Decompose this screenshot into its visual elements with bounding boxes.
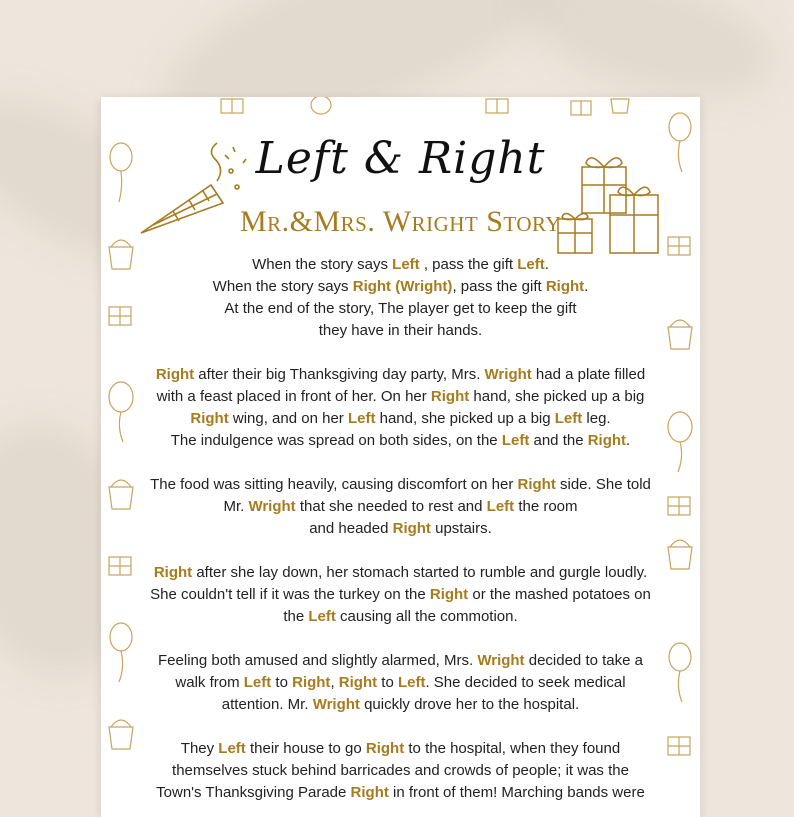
story-line <box>141 606 660 628</box>
story-text-segment: to <box>271 674 293 691</box>
story-text-segment: or the mashed potatoes on <box>468 586 651 603</box>
story-text-segment: Mr. <box>223 498 249 515</box>
story-line <box>141 518 660 540</box>
keyword-highlight: Right <box>587 432 627 449</box>
story-text-segment: side. She told <box>555 476 651 493</box>
keyword-highlight: Left <box>392 256 420 273</box>
keyword-highlight: Right <box>429 586 469 603</box>
keyword-highlight: Left <box>218 740 246 757</box>
story-text-segment: decided to take a <box>524 652 643 669</box>
story-text-segment: , <box>330 674 339 691</box>
story-text-segment: When the story says <box>252 256 393 273</box>
keyword-highlight: Wright <box>312 696 360 713</box>
story-text-segment: wing, and on her <box>228 410 348 427</box>
keyword-highlight: Left <box>486 498 515 515</box>
story-line <box>141 496 660 518</box>
story-text-segment: hand, she picked up a big <box>469 388 645 405</box>
story-line <box>141 562 660 584</box>
story-text-segment: in front of them! Marching bands were <box>388 784 645 801</box>
story-text-segment: after their big Thanksgiving day party, Mrs. <box>194 366 485 383</box>
keyword-highlight: Right <box>153 564 193 581</box>
keyword-highlight: Left <box>397 674 426 691</box>
story-paragraph <box>141 738 660 804</box>
keyword-highlight: Left <box>554 410 583 427</box>
story-paragraph <box>141 364 660 452</box>
story-text-segment: and headed <box>309 520 393 537</box>
keyword-highlight: Left <box>243 674 272 691</box>
story-text-segment: Feeling both amused and slightly alarmed, Mrs. <box>158 652 478 669</box>
story-line <box>141 430 660 452</box>
story-text-segment: the <box>283 608 309 625</box>
story-paragraph <box>141 650 660 716</box>
keyword-highlight: Right (Wright) <box>352 278 453 295</box>
story-text-segment: the room <box>514 498 578 515</box>
story-line <box>141 760 660 782</box>
keyword-highlight: Right <box>292 674 331 691</box>
keyword-highlight: Right <box>190 410 229 427</box>
story-line <box>141 650 660 672</box>
story-line <box>141 254 660 276</box>
gift-boxes-icon <box>556 145 666 265</box>
story-text-segment: . <box>584 278 589 295</box>
keyword-highlight: Right <box>365 740 405 757</box>
story-text-segment: themselves stuck behind barricades and crowds of people; it was the <box>172 762 629 779</box>
keyword-highlight: Left <box>501 432 530 449</box>
story-line <box>141 738 660 760</box>
story-line <box>141 672 660 694</box>
story-text-segment: She couldn't tell if it was the turkey on the <box>150 586 430 603</box>
story-line <box>141 320 660 342</box>
story-text-segment: . She decided to seek medical <box>425 674 626 691</box>
story-text-segment: When the story says <box>212 278 353 295</box>
story-line <box>141 408 660 430</box>
story-text-segment: They <box>180 740 219 757</box>
story-text-segment: causing all the commotion. <box>335 608 518 625</box>
story-line <box>141 584 660 606</box>
story-line <box>141 386 660 408</box>
keyword-highlight: Right <box>392 520 431 537</box>
story-text <box>141 254 660 817</box>
story-line <box>141 298 660 320</box>
keyword-highlight: Right <box>350 784 389 801</box>
story-paragraph <box>141 474 660 540</box>
story-line <box>141 276 660 298</box>
story-text-segment: . <box>544 256 549 273</box>
keyword-highlight: Right <box>517 476 556 493</box>
story-card <box>101 97 700 817</box>
story-text-segment: to <box>377 674 398 691</box>
keyword-highlight: Left <box>517 256 545 273</box>
story-subtitle: Mr.&Mrs. Wright Story <box>239 205 562 238</box>
story-line <box>141 782 660 804</box>
story-line <box>141 694 660 716</box>
keyword-highlight: Left <box>308 608 336 625</box>
story-text-segment: , pass the gift <box>419 256 518 273</box>
story-text-segment: At the end of the story, The player get to keep the gift <box>224 300 577 317</box>
story-text-segment: to the hospital, when they found <box>404 740 621 757</box>
story-text-segment: hand, she picked up a big <box>375 410 555 427</box>
page-title: Left & Right <box>255 133 546 184</box>
story-text-segment: their house to go <box>245 740 366 757</box>
doodle-border-right <box>660 97 700 817</box>
keyword-highlight: Right <box>430 388 470 405</box>
keyword-highlight: Left <box>347 410 376 427</box>
story-text-segment: leg. <box>582 410 611 427</box>
keyword-highlight: Wright <box>248 498 296 515</box>
story-line <box>141 474 660 496</box>
story-text-segment: attention. Mr. <box>221 696 313 713</box>
story-text-segment: with a feast placed in front of her. On her <box>156 388 431 405</box>
content-area <box>141 121 660 817</box>
story-text-segment: The food was sitting heavily, causing discomfort on her <box>150 476 518 493</box>
story-text-segment: had a plate filled <box>531 366 646 383</box>
keyword-highlight: Wright <box>484 366 532 383</box>
story-text-segment: . <box>626 432 631 449</box>
story-text-segment: walk from <box>175 674 244 691</box>
story-text-segment: The indulgence was spread on both sides, on the <box>170 432 502 449</box>
story-text-segment: after she lay down, her stomach started to rumble and gurgle loudly. <box>192 564 648 581</box>
story-text-segment: they have in their hands. <box>318 322 483 339</box>
story-text-segment: that she needed to rest and <box>295 498 487 515</box>
story-text-segment: and the <box>529 432 588 449</box>
story-text-segment: , pass the gift <box>452 278 546 295</box>
keyword-highlight: Wright <box>477 652 525 669</box>
keyword-highlight: Right <box>155 366 195 383</box>
story-paragraph <box>141 562 660 628</box>
keyword-highlight: Right <box>545 278 585 295</box>
story-paragraph <box>141 254 660 342</box>
keyword-highlight: Right <box>338 674 378 691</box>
story-text-segment: upstairs. <box>430 520 492 537</box>
story-text-segment: Town's Thanksgiving Parade <box>156 784 351 801</box>
story-text-segment: quickly drove her to the hospital. <box>359 696 580 713</box>
story-line <box>141 364 660 386</box>
